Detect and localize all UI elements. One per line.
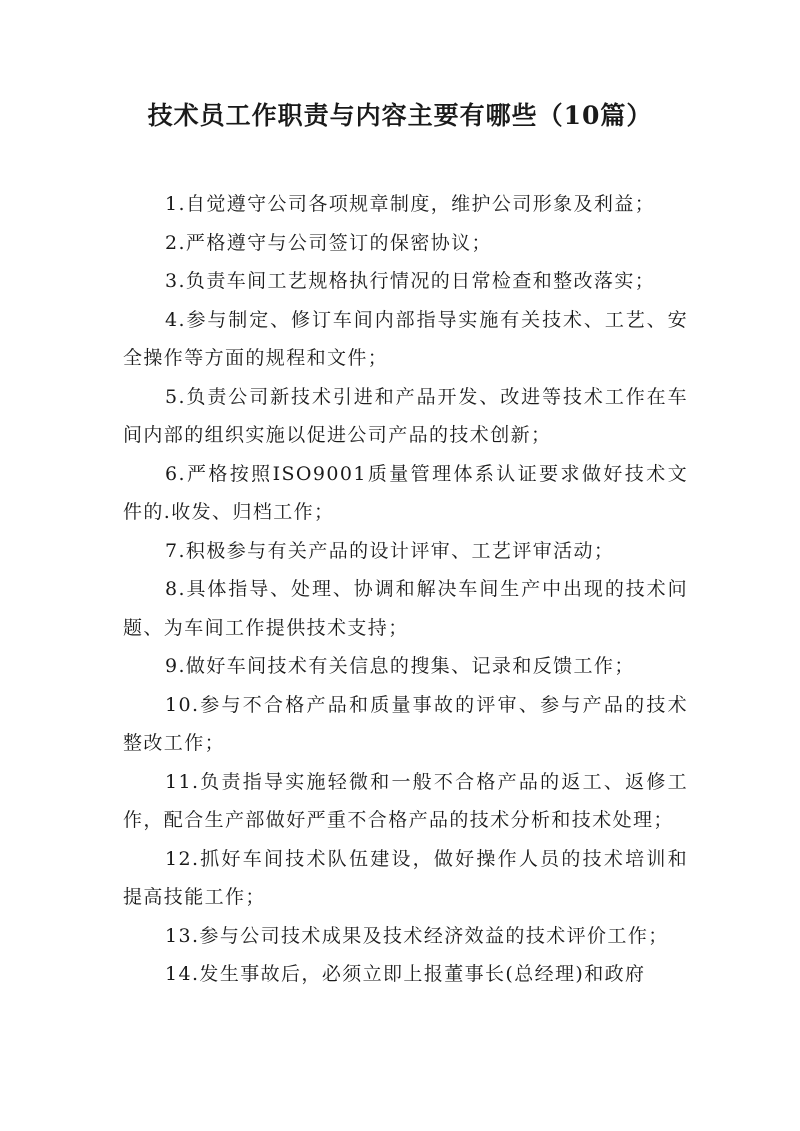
list-item: 8.具体指导、处理、协调和解决车间生产中出现的技术问题、为车间工作提供技术支持；: [123, 578, 688, 639]
list-item: 7.积极参与有关产品的设计评审、工艺评审活动；: [165, 539, 615, 562]
list-item: 11.负责指导实施轻微和一般不合格产品的返工、返修工作，配合生产部做好严重不合格产品的技术分析和技术处理；: [123, 770, 688, 831]
list-item: 10.参与不合格产品和质量事故的评审、参与产品的技术整改工作；: [123, 693, 688, 754]
list-item: 2.严格遵守与公司签订的保密协议；: [165, 231, 492, 254]
list-item: 12.抓好车间技术队伍建设，做好操作人员的技术培训和提高技能工作；: [123, 847, 688, 908]
list-item: 6.严格按照ISO9001质量管理体系认证要求做好技术文件的.收发、归档工作；: [123, 462, 688, 523]
list-item: 14.发生事故后，必须立即上报董事长(总经理)和政府: [165, 963, 646, 985]
list-item: 9.做好车间技术有关信息的搜集、记录和反馈工作；: [165, 655, 635, 677]
list-item: 4.参与制定、修订车间内部指导实施有关技术、工艺、安全操作等方面的规程和文件；: [123, 308, 688, 369]
document-body: [123, 185, 688, 994]
document-title: 技术员工作职责与内容主要有哪些（10篇）: [147, 101, 653, 130]
list-item: 1.自觉遵守公司各项规章制度，维护公司形象及利益；: [165, 193, 656, 215]
list-item: 5.负责公司新技术引进和产品开发、改进等技术工作在车间内部的组织实施以促进公司产品的技术创新；: [123, 385, 688, 446]
list-item: 13.参与公司技术成果及技术经济效益的技术评价工作；: [165, 924, 669, 947]
list-item: 3.负责车间工艺规格执行情况的日常检查和整改落实；: [165, 270, 656, 292]
